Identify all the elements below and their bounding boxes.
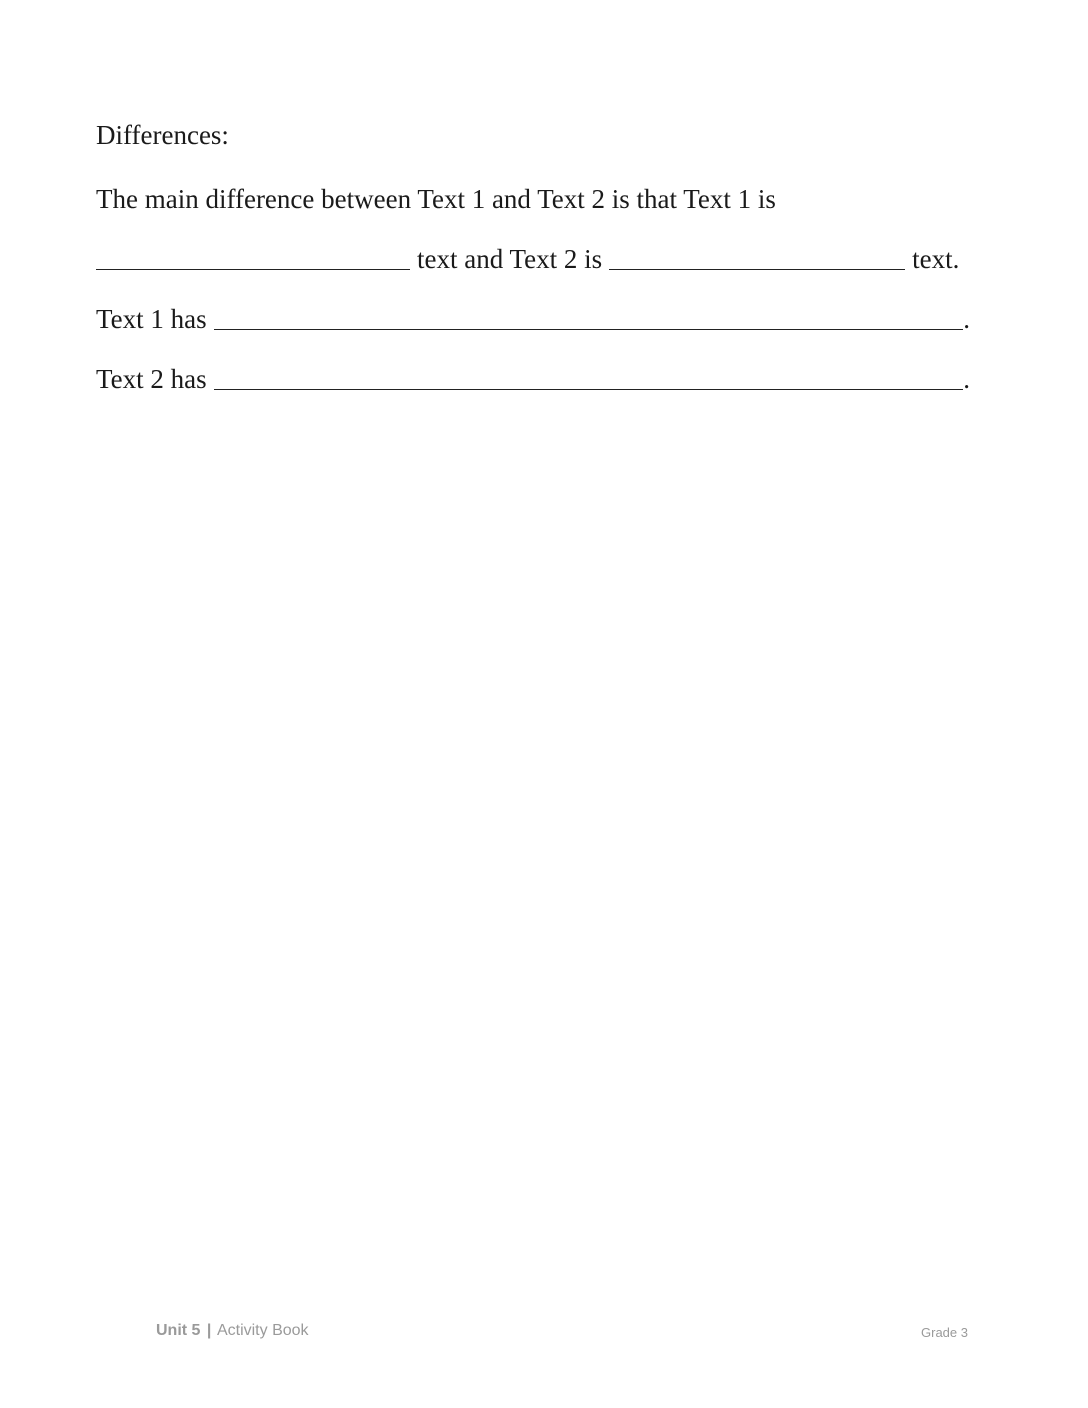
text1-has-line	[96, 302, 970, 336]
text2-has-line	[96, 362, 970, 396]
text2-period: .	[963, 364, 970, 394]
footer-grade: Grade 3	[921, 1325, 968, 1340]
intro-sentence: The main difference between Text 1 and Text 2 is that Text 1 is	[96, 184, 776, 214]
text2-has-blank[interactable]	[214, 365, 964, 390]
text2-type-blank[interactable]	[609, 245, 905, 270]
text1-period: .	[963, 304, 970, 334]
comparison-line	[96, 242, 970, 276]
footer-separator: |	[206, 1322, 212, 1339]
text1-type-blank[interactable]	[96, 245, 410, 270]
text2-has-label: Text 2 has	[96, 364, 207, 394]
text1-has-blank[interactable]	[214, 305, 964, 330]
footer-book-title: Activity Book	[216, 1322, 309, 1339]
text1-has-label: Text 1 has	[96, 304, 207, 334]
footer-unit: Unit 5	[156, 1322, 201, 1339]
comparison-end-text: text.	[912, 244, 960, 274]
footer-left	[156, 1322, 309, 1340]
worksheet	[96, 118, 970, 396]
section-heading: Differences:	[96, 120, 229, 150]
comparison-middle-text: text and Text 2 is	[417, 244, 603, 274]
